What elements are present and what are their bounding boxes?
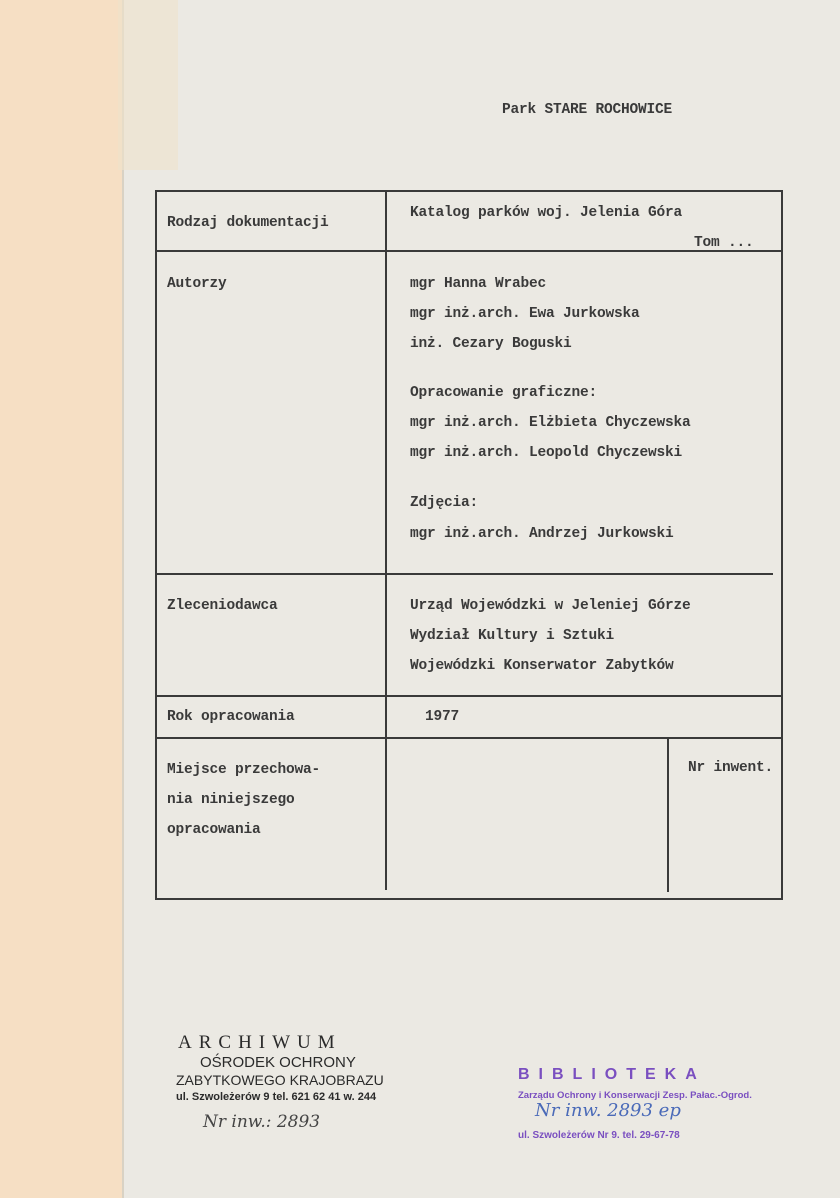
year-label: Rok opracowania xyxy=(167,709,295,725)
client-label: Zleceniodawca xyxy=(167,598,278,614)
client-line: Wojewódzki Konserwator Zabytków xyxy=(410,658,674,674)
author: inż. Cezary Boguski xyxy=(410,336,572,352)
doc-type-label: Rodzaj dokumentacji xyxy=(167,215,329,231)
inventory-label: Nr inwent. xyxy=(688,760,774,776)
client-line: Wydział Kultury i Sztuki xyxy=(410,628,615,644)
handwritten-inventory-number: Nr inw.: 2893 xyxy=(203,1112,321,1132)
park-title: Park STARE ROCHOWICE xyxy=(502,102,673,118)
author: mgr inż.arch. Ewa Jurkowska xyxy=(410,306,640,322)
storage-label: Miejsce przechowa- xyxy=(167,762,321,778)
doc-type-value: Katalog parków woj. Jelenia Góra xyxy=(410,205,683,221)
page-edge xyxy=(0,0,124,1198)
authors-label: Autorzy xyxy=(167,276,227,292)
graphics-label: Opracowanie graficzne: xyxy=(410,385,598,401)
graphics-author: mgr inż.arch. Elżbieta Chyczewska xyxy=(410,415,691,431)
author: mgr Hanna Wrabec xyxy=(410,276,547,292)
storage-label: opracowania xyxy=(167,822,261,838)
client-line: Urząd Wojewódzki w Jeleniej Górze xyxy=(410,598,691,614)
storage-label: nia niniejszego xyxy=(167,792,295,808)
doc-type-volume: Tom ... xyxy=(694,235,754,251)
year-value: 1977 xyxy=(425,709,460,725)
graphics-author: mgr inż.arch. Leopold Chyczewski xyxy=(410,445,683,461)
photos-author: mgr inż.arch. Andrzej Jurkowski xyxy=(410,526,674,542)
handwritten-library-number: Nr inw. 2893 ep xyxy=(535,1100,681,1121)
page-edge-shadow xyxy=(118,0,178,170)
photos-label: Zdjęcia: xyxy=(410,495,479,511)
